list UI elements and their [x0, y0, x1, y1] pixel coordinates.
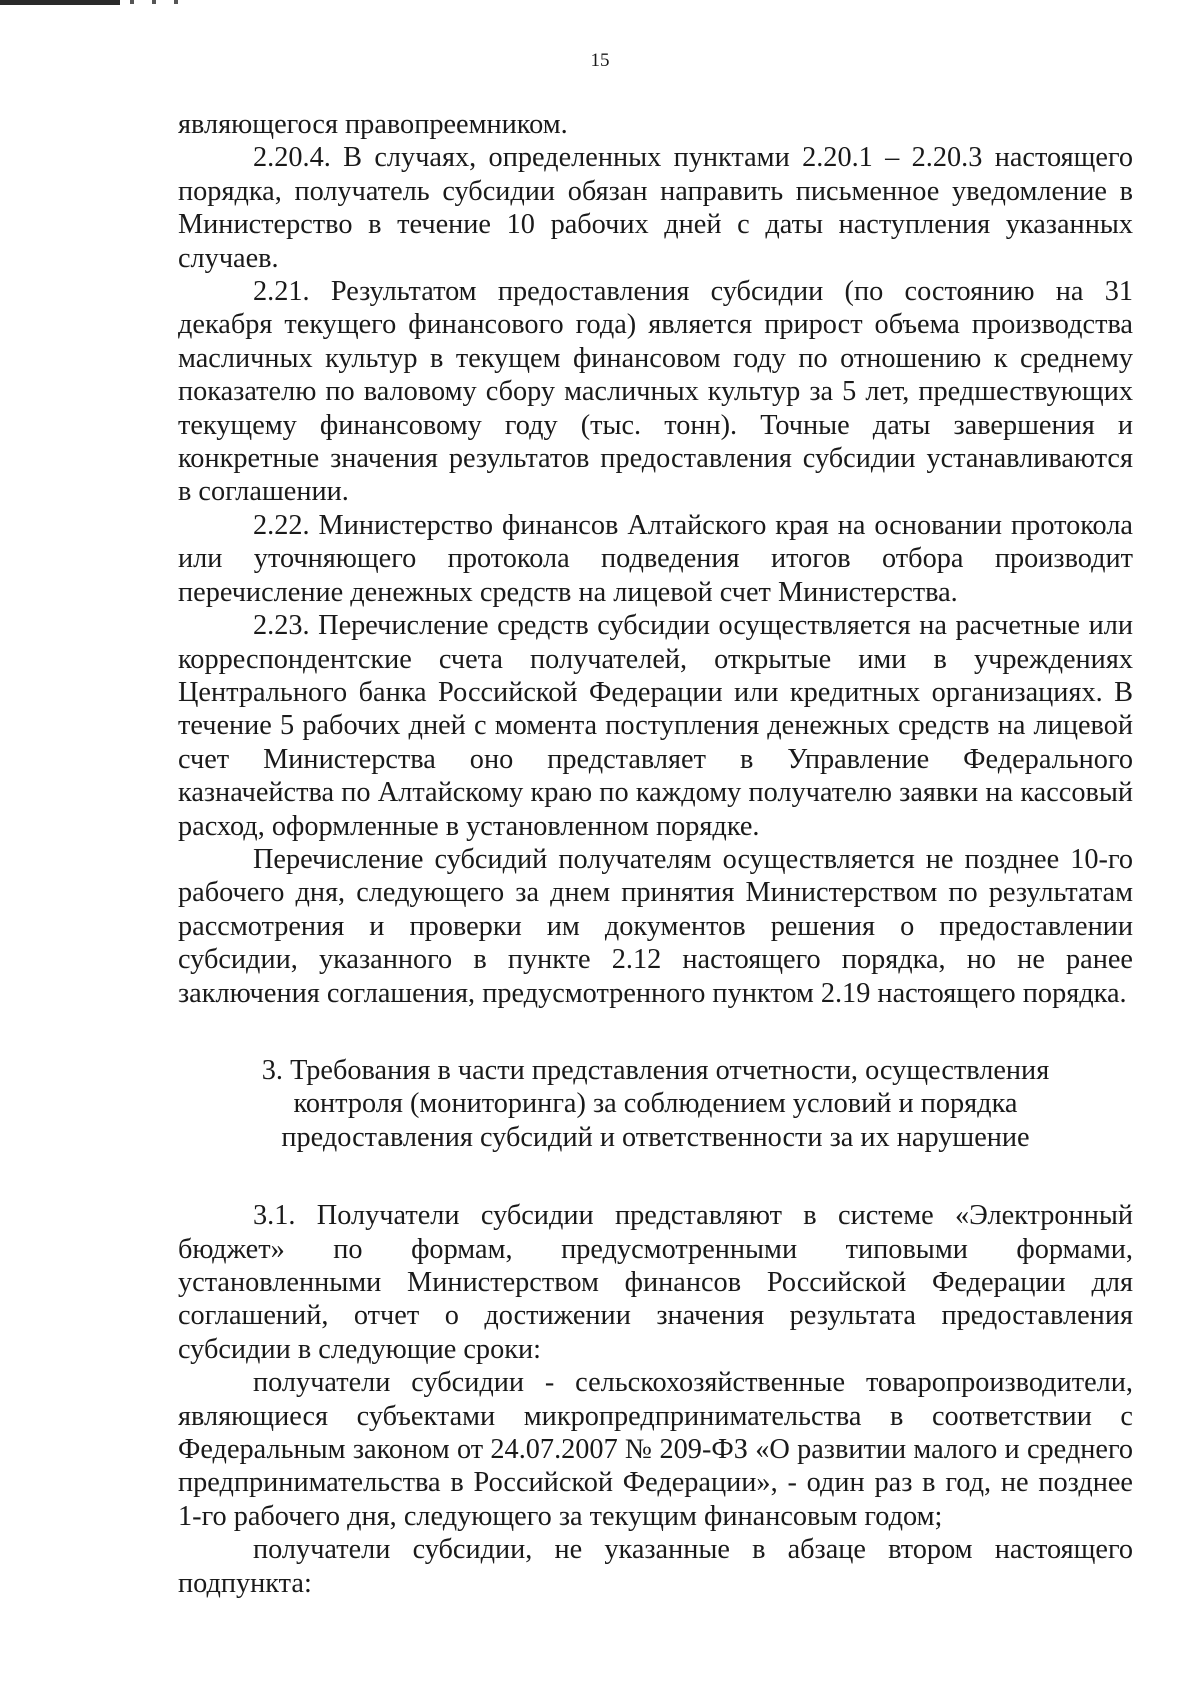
- section-heading: 3. Требования в части представления отчетности, осуществления контроля (мониторинга) за соблюдением условий и порядка предоставления субсидий и ответственности за их нарушение: [261, 1054, 1050, 1153]
- page-number: 15: [590, 50, 610, 71]
- paragraph-2-22: 2.22. Министерство финансов Алтайского края на основании протокола или уточняющего протокола подведения итогов отбора производит перечисление денежных средств на лицевой счет Министерства.: [178, 509, 1133, 608]
- paragraph-2-23: 2.23. Перечисление средств субсидии осуществляется на расчетные или корреспондентские счета получателей, открытые ими в учреждениях Центрального банка Российской Федерации или кредитных организациях. В течение 5 рабочих дней с момента поступления денежных средств на лицевой счет Министерства оно представляет в Управление Федерального казначейства по Алтайскому краю по каждому получателю заявки на кассовый расход, оформленные в установленном порядке.: [178, 610, 1133, 842]
- scan-edge-mark: [0, 0, 120, 5]
- paragraph-continuation: являющегося правопреемником.: [178, 109, 568, 140]
- paragraph-other-recipients: получатели субсидии, не указанные в абзаце втором настоящего подпункта:: [178, 1534, 1133, 1599]
- paragraph-transfer-deadline: Перечисление субсидий получателям осуществляется не позднее 10-го рабочего дня, следующего за днем принятия Министерством по результатам рассмотрения и проверки им документов решения о предоставлении субсидии, указанного в пункте 2.12 настоящего порядка, но не ранее заключения соглашения, предусмотренного пунктом 2.19 настоящего порядка.: [178, 843, 1133, 1009]
- scan-edge-dots: [130, 0, 190, 4]
- paragraph-2-21: 2.21. Результатом предоставления субсидии (по состоянию на 31 декабря текущего финансового года) является прирост объема производства масличных культур в текущем финансовом году по отношению к среднему показателю по валовому сбору масличных культур за 5 лет, предшествующих текущему финансовому году (тыс. тонн). Точные даты завершения и конкретные значения результатов предоставления субсидии устанавливаются в соглашении.: [178, 276, 1133, 508]
- paragraph-3-1: 3.1. Получатели субсидии представляют в системе «Электронный бюджет» по формам, предусмотренными типовыми формами, установленными Министерством финансов Российской Федерации для соглашений, отчет о достижении значения результата предоставления субсидии в следующие сроки:: [178, 1200, 1133, 1365]
- document-body: [178, 108, 1133, 1600]
- paragraph-2-20-4: 2.20.4. В случаях, определенных пунктами 2.20.1 – 2.20.3 настоящего порядка, получатель субсидии обязан направить письменное уведомление в Министерство в течение 10 рабочих дней с даты наступления указанных случаев.: [178, 142, 1133, 274]
- paragraph-micro-enterprises: получатели субсидии - сельскохозяйственные товаропроизводители, являющиеся субъектами микропредпринимательства в соответствии с Федеральным законом от 24.07.2007 № 209-ФЗ «О развитии малого и среднего предпринимательства в Российской Федерации», - один раз в год, не позднее 1-го рабочего дня, следующего за текущим финансовым годом;: [178, 1367, 1133, 1532]
